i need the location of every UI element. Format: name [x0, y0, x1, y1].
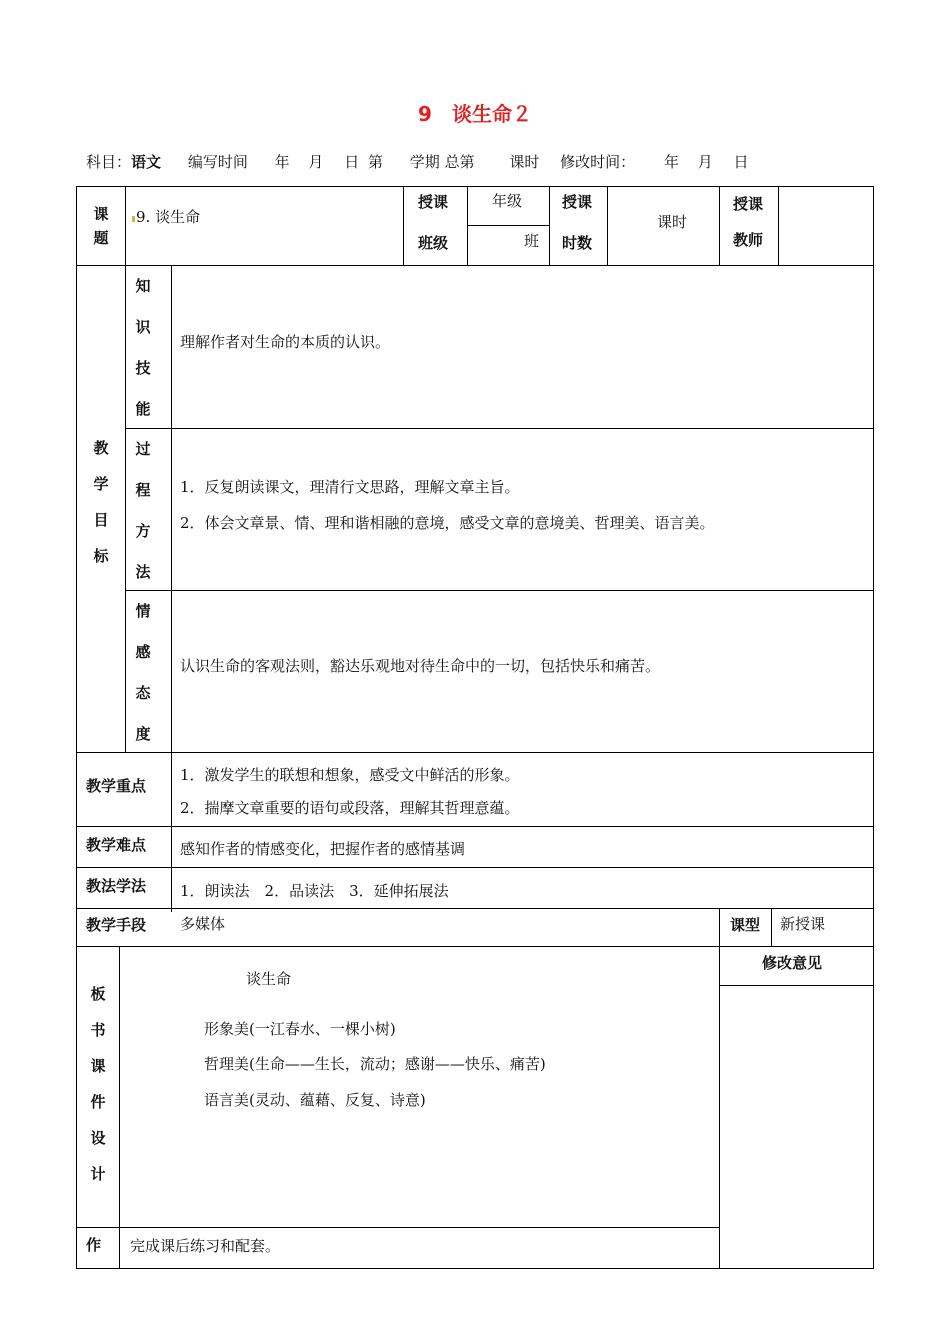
- means-label: 教学手段: [86, 916, 147, 934]
- key-points-label: 教学重点: [86, 777, 147, 795]
- modify-time-label: 修改时间：: [560, 153, 636, 171]
- teacher-label-1: 授课: [733, 195, 764, 213]
- nth-label: 第: [368, 153, 384, 171]
- emotion-text: 认识生命的客观法则，豁达乐观地对待生命中的一切，包括快乐和痛苦。: [180, 657, 661, 675]
- course-type-label: 课型: [730, 916, 761, 934]
- key-point-1: 1．激发学生的联想和想象，感受文中鲜活的形象。: [180, 766, 520, 784]
- meta-line: [86, 151, 749, 172]
- difficulty-text: 感知作者的情感变化，把握作者的感情基调: [180, 840, 466, 858]
- semester-total-label: 学期 总第: [409, 153, 475, 171]
- board-line-1: 形象美(一江春水、一棵小树): [204, 1020, 396, 1038]
- key-point-2: 2．揣摩文章重要的语句或段落，理解其哲理意蕴。: [180, 799, 520, 817]
- day-label: 日: [344, 153, 360, 171]
- board-line-3: 语言美(灵动、蕴藉、反复、诗意): [204, 1091, 426, 1109]
- means-text: 多媒体: [180, 915, 226, 933]
- topic-value: 9. 谈生命: [136, 208, 201, 226]
- board-label: 板 书 课 件 设 计: [90, 985, 106, 1183]
- topic-label: 课 题: [93, 205, 109, 247]
- period-label: 课时: [509, 153, 540, 171]
- teacher-label-2: 教师: [733, 231, 764, 249]
- document-title: 9 谈生命２: [418, 102, 532, 126]
- methods-text: 1．朗读法 2．品读法 3．延伸拓展法: [180, 882, 449, 900]
- knowledge-text: 理解作者对生命的本质的认识。: [180, 333, 391, 351]
- day2-label: 日: [733, 153, 749, 171]
- methods-label: 教法学法: [86, 877, 147, 895]
- board-line-2: 哲理美(生命——生长，流动；感谢——快乐、痛苦): [204, 1055, 546, 1073]
- difficulty-label: 教学难点: [86, 836, 147, 854]
- hours-label-1: 授课: [562, 193, 593, 211]
- process-label: 过 程 方 法: [135, 440, 151, 581]
- ban-label: 班: [524, 232, 540, 250]
- year2-label: 年: [663, 153, 679, 171]
- month-label: 月: [308, 153, 324, 171]
- year-label: 年: [274, 153, 290, 171]
- subject-label: 科目：: [86, 153, 132, 171]
- process-item-1: 1．反复朗读课文，理清行文思路，理解文章主旨。: [180, 478, 520, 496]
- keshi-label: 课时: [657, 213, 688, 231]
- process-item-2: 2．体会文章景、情、理和谐相融的意境，感受文章的意境美、哲理美、语言美。: [180, 514, 715, 532]
- homework-label: 作: [86, 1236, 102, 1254]
- subject-value: 语文: [131, 153, 162, 171]
- homework-text: 完成课后练习和配套。: [130, 1237, 281, 1255]
- class-label-1: 授课: [418, 193, 449, 211]
- knowledge-label: 知 识 技 能: [135, 277, 151, 418]
- objectives-label: 教 学 目 标: [93, 439, 109, 565]
- emotion-label: 情 感 态 度: [135, 602, 151, 743]
- board-heading: 谈生命: [246, 970, 292, 988]
- write-time-label: 编写时间: [187, 153, 248, 171]
- course-type-value: 新授课: [780, 915, 826, 933]
- class-label-2: 班级: [418, 234, 449, 252]
- grade-label: 年级: [492, 192, 523, 210]
- month2-label: 月: [697, 153, 713, 171]
- hours-label-2: 时数: [562, 234, 593, 252]
- revision-label: 修改意见: [762, 954, 823, 972]
